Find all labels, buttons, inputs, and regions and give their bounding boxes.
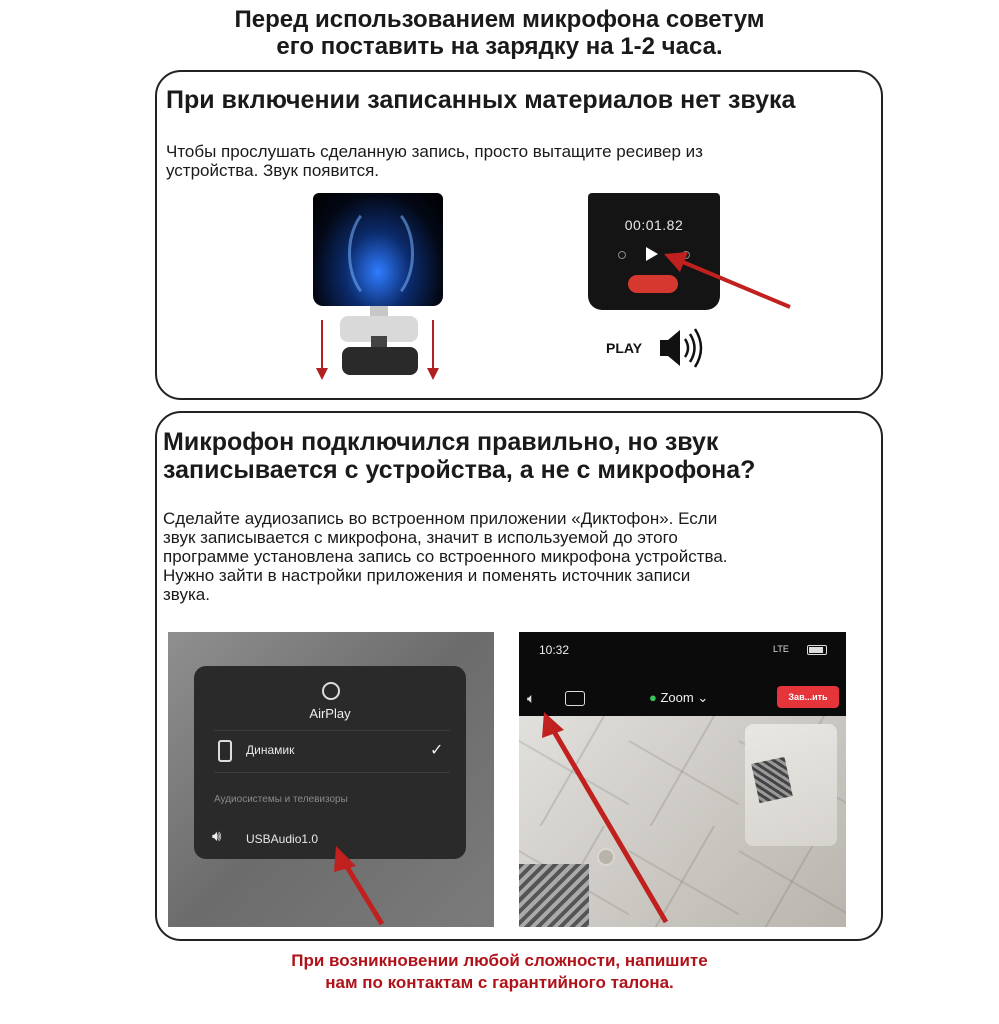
section1-title: При включении записанных материалов нет звука [166,86,796,114]
divider [214,730,450,731]
battery-icon [807,645,827,655]
airplay-icon [322,682,340,700]
zoom-title: ● Zoom ⌄ [649,690,709,705]
section2-title-line-2: записывается с устройства, а не с микрофона? [163,456,756,484]
footer-line-2: нам по контактам с гарантийного талона. [325,973,674,992]
zoom-app-name: Zoom [660,690,694,705]
receiver-pulled-out [342,347,418,375]
divider [214,772,450,773]
recorder-time: 00:01.82 [624,217,684,233]
status-time: 10:32 [539,643,570,657]
page-header [0,6,999,60]
self-view-pip [745,724,837,846]
airplay-title: AirPlay [309,706,351,721]
section2-text-line-1: Сделайте аудиозапись во встроенном приложении «Диктофон». Если [163,509,718,528]
section2-title [163,428,873,484]
section2-text-line-5: звука. [163,585,210,604]
speaker-icon: 🔈︎ [527,690,536,706]
section-no-sound-box [155,70,883,400]
end-meeting-button: Зав...ить [777,686,839,708]
play-icon [646,247,658,261]
phone-with-receiver-image [313,193,443,306]
section2-text-line-4: Нужно зайти в настройки приложения и поменять источник записи [163,566,691,585]
ceiling-fixture [597,848,615,866]
airplay-panel [194,666,466,859]
airplay-section-label: Аудиосистемы и телевизоры [214,794,348,805]
record-button [628,275,678,293]
section2-title-line-1: Микрофон подключился правильно, но звук [163,428,719,456]
network-indicator: LTE [773,644,789,654]
section2-text [163,509,728,604]
usb-audio-option: USBAudio1.0 [246,832,319,846]
section1-text [166,142,703,180]
checkmark-icon: ✓ [430,742,444,759]
rewind-icon [618,251,626,259]
header-line-2: его поставить на зарядку на 1-2 часа. [276,33,723,60]
iphone-icon [218,740,232,762]
section2-text-line-2: звук записывается с микрофона, значит в используемой до этого [163,528,678,547]
speaker-option: Динамик [246,743,295,757]
shield-icon: ● [649,690,657,705]
forward-icon [682,251,690,259]
section1-text-line-1: Чтобы прослушать сделанную запись, просто вытащите ресивер из [166,142,703,161]
voice-recorder-screenshot [588,193,720,310]
wallpaper-glow [348,203,414,304]
section2-text-line-3: программе установлена запись со встроенного микрофона устройства. [163,547,728,566]
header-line-1: Перед использованием микрофона советум [234,6,765,33]
speaker-icon: 🔊︎ [212,828,222,845]
footer-note [0,950,999,994]
camera-switch-icon [565,691,585,706]
zoom-screenshot [519,632,846,927]
ceiling-grate [519,864,589,927]
play-label: PLAY [606,340,643,356]
airplay-screenshot [168,632,494,927]
section1-text-line-2: устройства. Звук появится. [166,161,380,180]
footer-line-1: При возникновении любой сложности, напишите [291,951,708,970]
vent-grille [751,757,793,803]
